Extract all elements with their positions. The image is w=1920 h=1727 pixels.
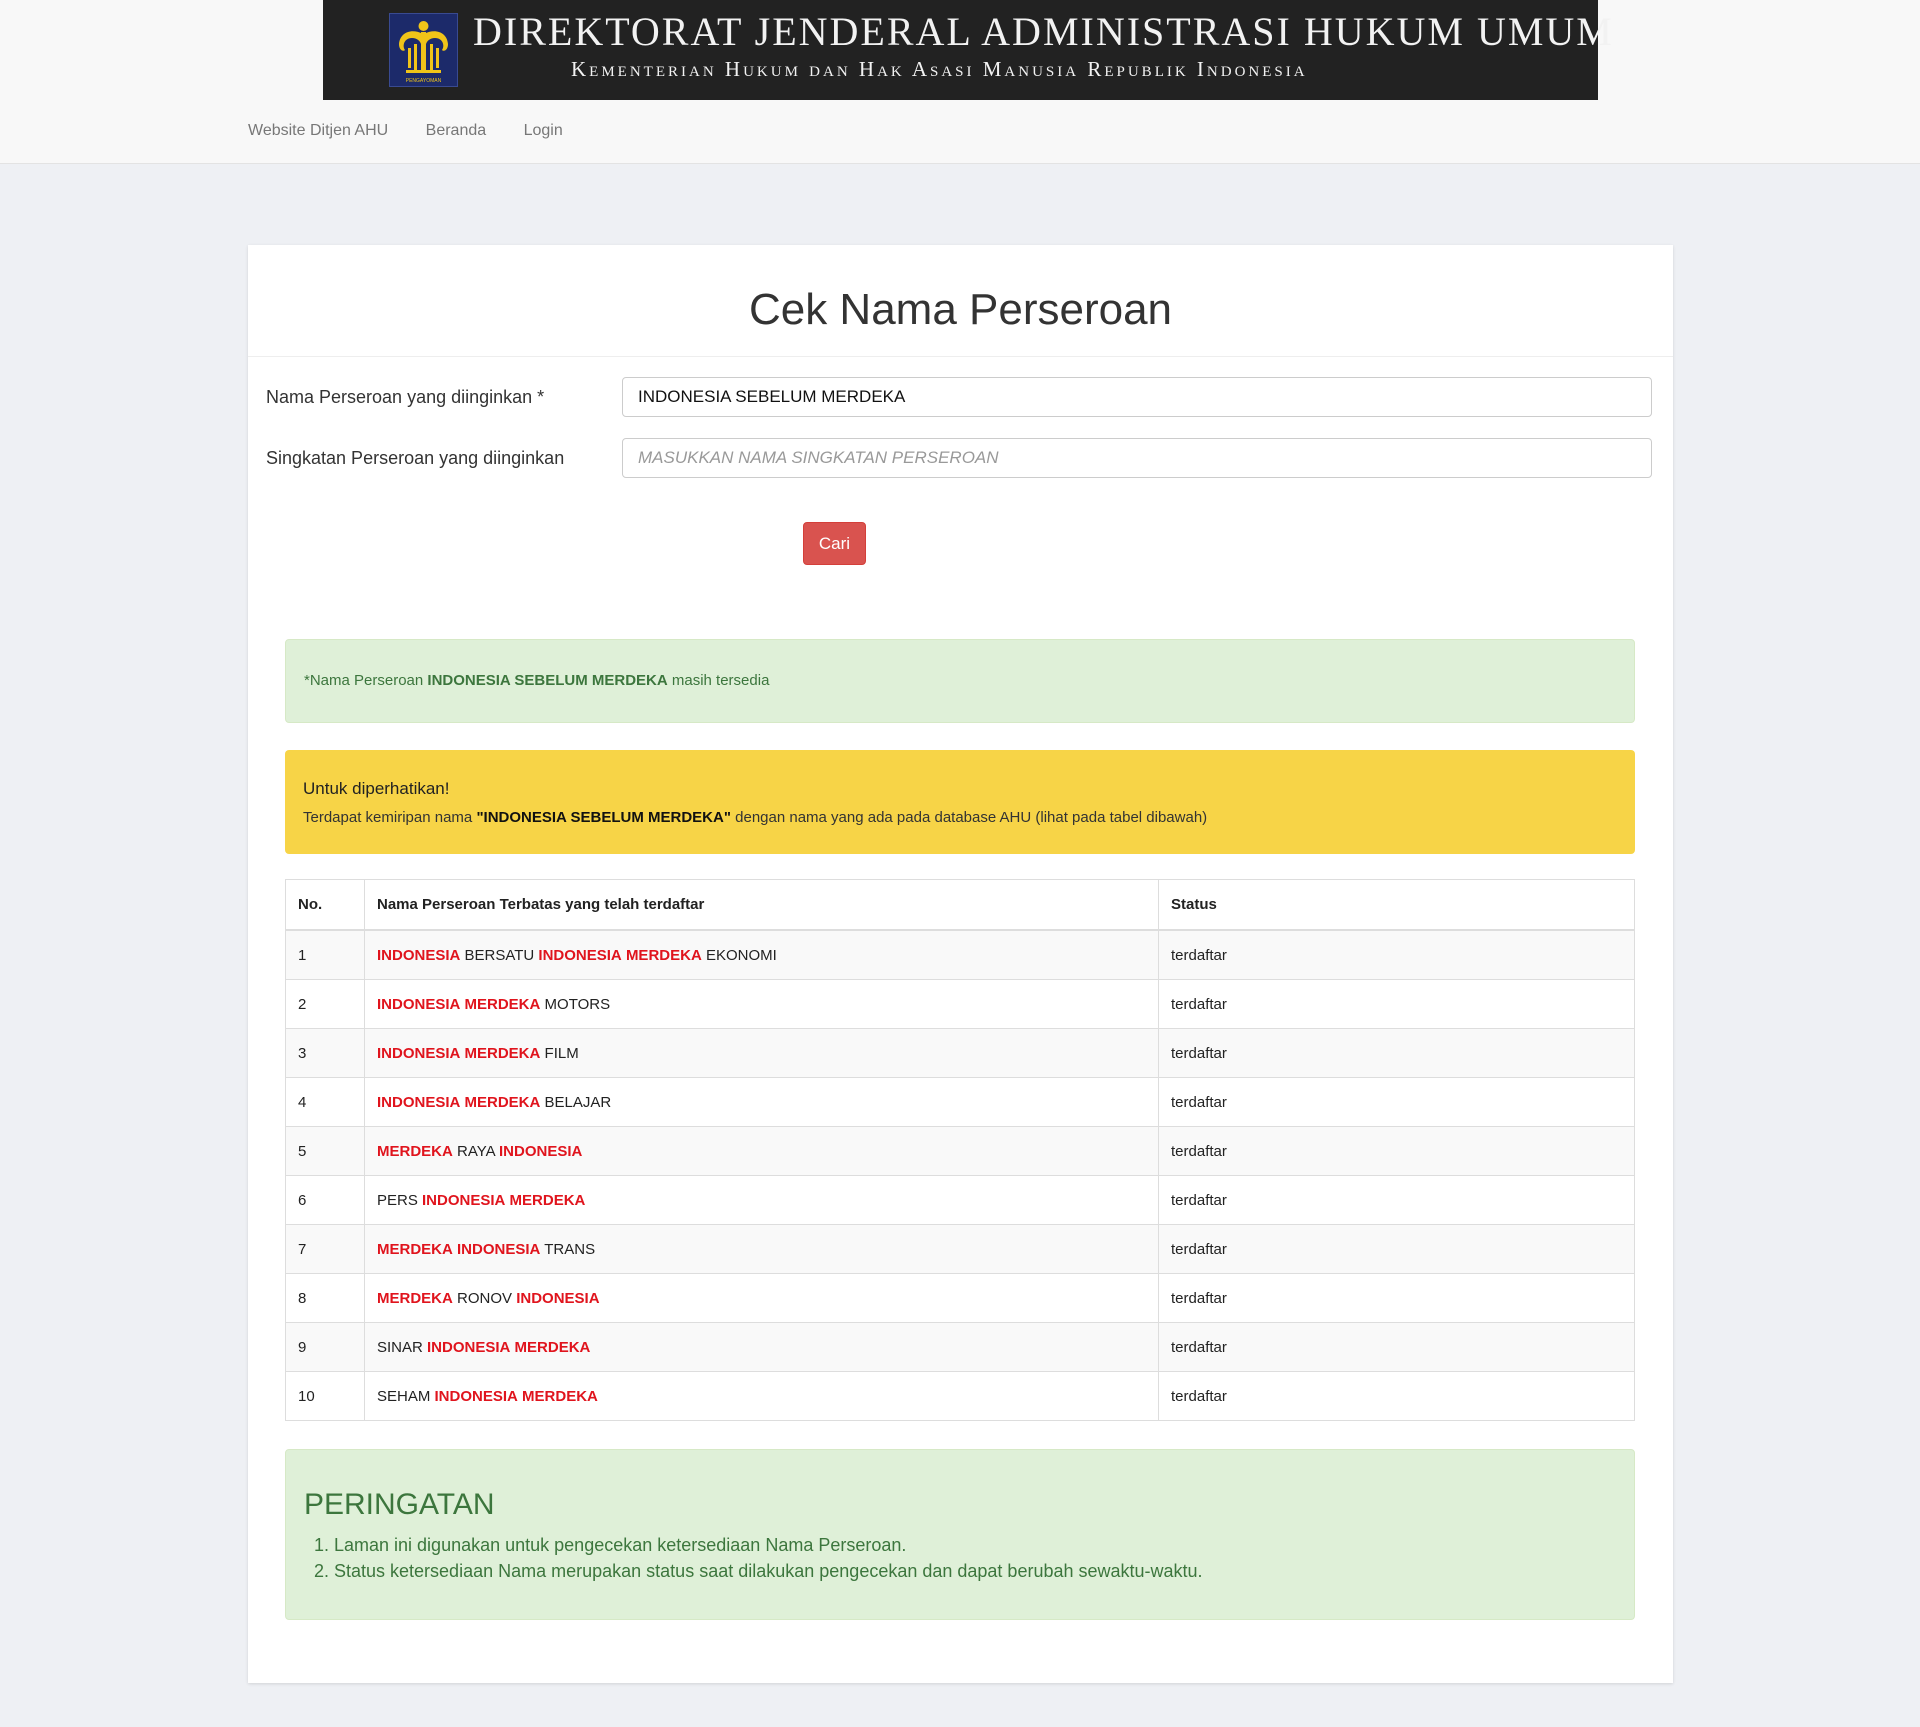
row-company-name (365, 1078, 1159, 1127)
name-text: BELAJAR (540, 1093, 612, 1111)
main-panel (248, 245, 1673, 1683)
singkatan-perseroan-input[interactable] (622, 438, 1652, 478)
row-number: 6 (286, 1176, 365, 1225)
row-company-name (365, 1176, 1159, 1225)
row-number: 4 (286, 1078, 365, 1127)
name-text: BERSATU (460, 946, 539, 964)
peringatan-item: 1. Laman ini digunakan untuk pengecekan ketersediaan Nama Perseroan. (334, 1532, 1616, 1558)
nama-form-row (266, 377, 1656, 419)
page-title: Cek Nama Perseroan (748, 285, 1173, 334)
name-text: RAYA (452, 1142, 499, 1160)
name-match-highlight: INDONESIA (377, 1044, 461, 1062)
name-match-highlight: INDONESIA (377, 946, 461, 964)
banner-subtitle: Kementerian Hukum dan Hak Asasi Manusia Republik Indonesia (571, 57, 1308, 81)
name-text: TRANS (540, 1240, 596, 1258)
row-company-name (365, 1029, 1159, 1078)
table-header-row (286, 880, 1635, 931)
singkatan-form-row (266, 438, 1656, 480)
table-row (286, 1176, 1635, 1225)
name-text: MOTORS (540, 995, 611, 1013)
result-name: INDONESIA SEBELUM MERDEKA (427, 672, 668, 689)
nama-label: Nama Perseroan yang diinginkan * (266, 387, 545, 407)
row-company-name (365, 1274, 1159, 1323)
availability-alert (285, 639, 1635, 723)
row-number: 2 (286, 980, 365, 1029)
table-row (286, 1225, 1635, 1274)
row-company-name (365, 1372, 1159, 1421)
singkatan-label: Singkatan Perseroan yang diinginkan (266, 448, 565, 468)
name-match-highlight: MERDEKA (377, 1289, 453, 1307)
table-row (286, 1274, 1635, 1323)
row-company-name (365, 1323, 1159, 1372)
table-row (286, 1078, 1635, 1127)
name-match-highlight: INDONESIA (498, 1142, 583, 1160)
name-match-highlight: MERDEKA (464, 1093, 541, 1111)
name-match-highlight: INDONESIA (538, 946, 622, 964)
peringatan-title: PERINGATAN (304, 1488, 495, 1521)
nav-beranda[interactable]: Beranda (425, 122, 487, 139)
row-number: 9 (286, 1323, 365, 1372)
row-company-name (365, 1225, 1159, 1274)
top-navbar (0, 0, 1920, 164)
name-match-highlight: MERDEKA (514, 1338, 591, 1356)
row-company-name (365, 1127, 1159, 1176)
col-header-no: No. (286, 880, 365, 931)
name-match-highlight: INDONESIA (422, 1191, 506, 1209)
table-row (286, 1323, 1635, 1372)
result-suffix: masih tersedia (667, 672, 770, 689)
name-match-highlight: INDONESIA (457, 1240, 541, 1258)
name-text: RONOV (452, 1289, 517, 1307)
main-nav (248, 118, 596, 146)
warning-text (303, 809, 1617, 826)
name-match-highlight: MERDEKA (464, 1044, 541, 1062)
name-match-highlight: MERDEKA (377, 1240, 453, 1258)
name-match-highlight: INDONESIA (377, 1093, 461, 1111)
row-status: terdaftar (1159, 1176, 1635, 1225)
nav-login[interactable]: Login (523, 122, 563, 139)
table-row (286, 1029, 1635, 1078)
row-status: terdaftar (1159, 1274, 1635, 1323)
name-match-highlight: INDONESIA (377, 995, 461, 1013)
row-status: terdaftar (1159, 1323, 1635, 1372)
warning-text-suffix: dengan nama yang ada pada database AHU (lihat pada tabel dibawah) (730, 809, 1208, 826)
name-match-highlight: INDONESIA (427, 1338, 511, 1356)
logo-caption: PENGAYOMAN (405, 78, 442, 84)
header-banner (323, 0, 1614, 100)
name-text: EKONOMI (701, 946, 777, 964)
similarity-warning (285, 750, 1635, 854)
row-number: 8 (286, 1274, 365, 1323)
table-body (286, 930, 1635, 1421)
row-status: terdaftar (1159, 1029, 1635, 1078)
table-row (286, 1372, 1635, 1421)
row-status: terdaftar (1159, 1372, 1635, 1421)
result-prefix: *Nama Perseroan (304, 672, 428, 689)
col-header-nama: Nama Perseroan Terbatas yang telah terdaftar (365, 880, 1159, 931)
peringatan-item: 2. Status ketersediaan Nama merupakan status saat dilakukan pengecekan dan dapat berubah sewaktu-waktu. (334, 1558, 1616, 1584)
name-match-highlight: INDONESIA (516, 1289, 600, 1307)
kemenkumham-logo (389, 13, 458, 87)
similar-names-table (285, 879, 1635, 1421)
cari-button[interactable]: Cari (803, 522, 866, 565)
row-status: terdaftar (1159, 980, 1635, 1029)
row-status: terdaftar (1159, 930, 1635, 980)
name-text: PERS (377, 1191, 423, 1209)
row-number: 5 (286, 1127, 365, 1176)
row-number: 7 (286, 1225, 365, 1274)
name-match-highlight: MERDEKA (377, 1142, 453, 1160)
row-status: terdaftar (1159, 1127, 1635, 1176)
name-text: FILM (540, 1044, 579, 1062)
name-match-highlight: MERDEKA (522, 1387, 598, 1405)
warning-text-prefix: Terdapat kemiripan nama (303, 809, 477, 826)
nav-website-ditjen-ahu[interactable]: Website Ditjen AHU (248, 122, 389, 139)
row-number: 10 (286, 1372, 365, 1421)
row-number: 1 (286, 930, 365, 980)
row-company-name (365, 980, 1159, 1029)
peringatan-box (285, 1449, 1635, 1620)
row-status: terdaftar (1159, 1078, 1635, 1127)
name-match-highlight: MERDEKA (464, 995, 541, 1013)
name-text: SINAR (377, 1338, 428, 1356)
nama-perseroan-input[interactable] (622, 377, 1652, 417)
name-match-highlight: MERDEKA (625, 946, 702, 964)
panel-header (248, 245, 1673, 357)
col-header-status: Status (1159, 880, 1635, 931)
table-row (286, 980, 1635, 1029)
name-match-highlight: MERDEKA (509, 1191, 586, 1209)
row-number: 3 (286, 1029, 365, 1078)
row-company-name (365, 930, 1159, 980)
name-match-highlight: INDONESIA (434, 1387, 518, 1405)
warning-title: Untuk diperhatikan! (303, 779, 450, 798)
peringatan-list (304, 1532, 1616, 1584)
table-row (286, 930, 1635, 980)
name-text: SEHAM (377, 1387, 435, 1405)
table-row (286, 1127, 1635, 1176)
row-status: terdaftar (1159, 1225, 1635, 1274)
banner-title: DIREKTORAT JENDERAL ADMINISTRASI HUKUM UMUM (473, 9, 1614, 54)
warning-text-name: "INDONESIA SEBELUM MERDEKA" (476, 809, 731, 826)
